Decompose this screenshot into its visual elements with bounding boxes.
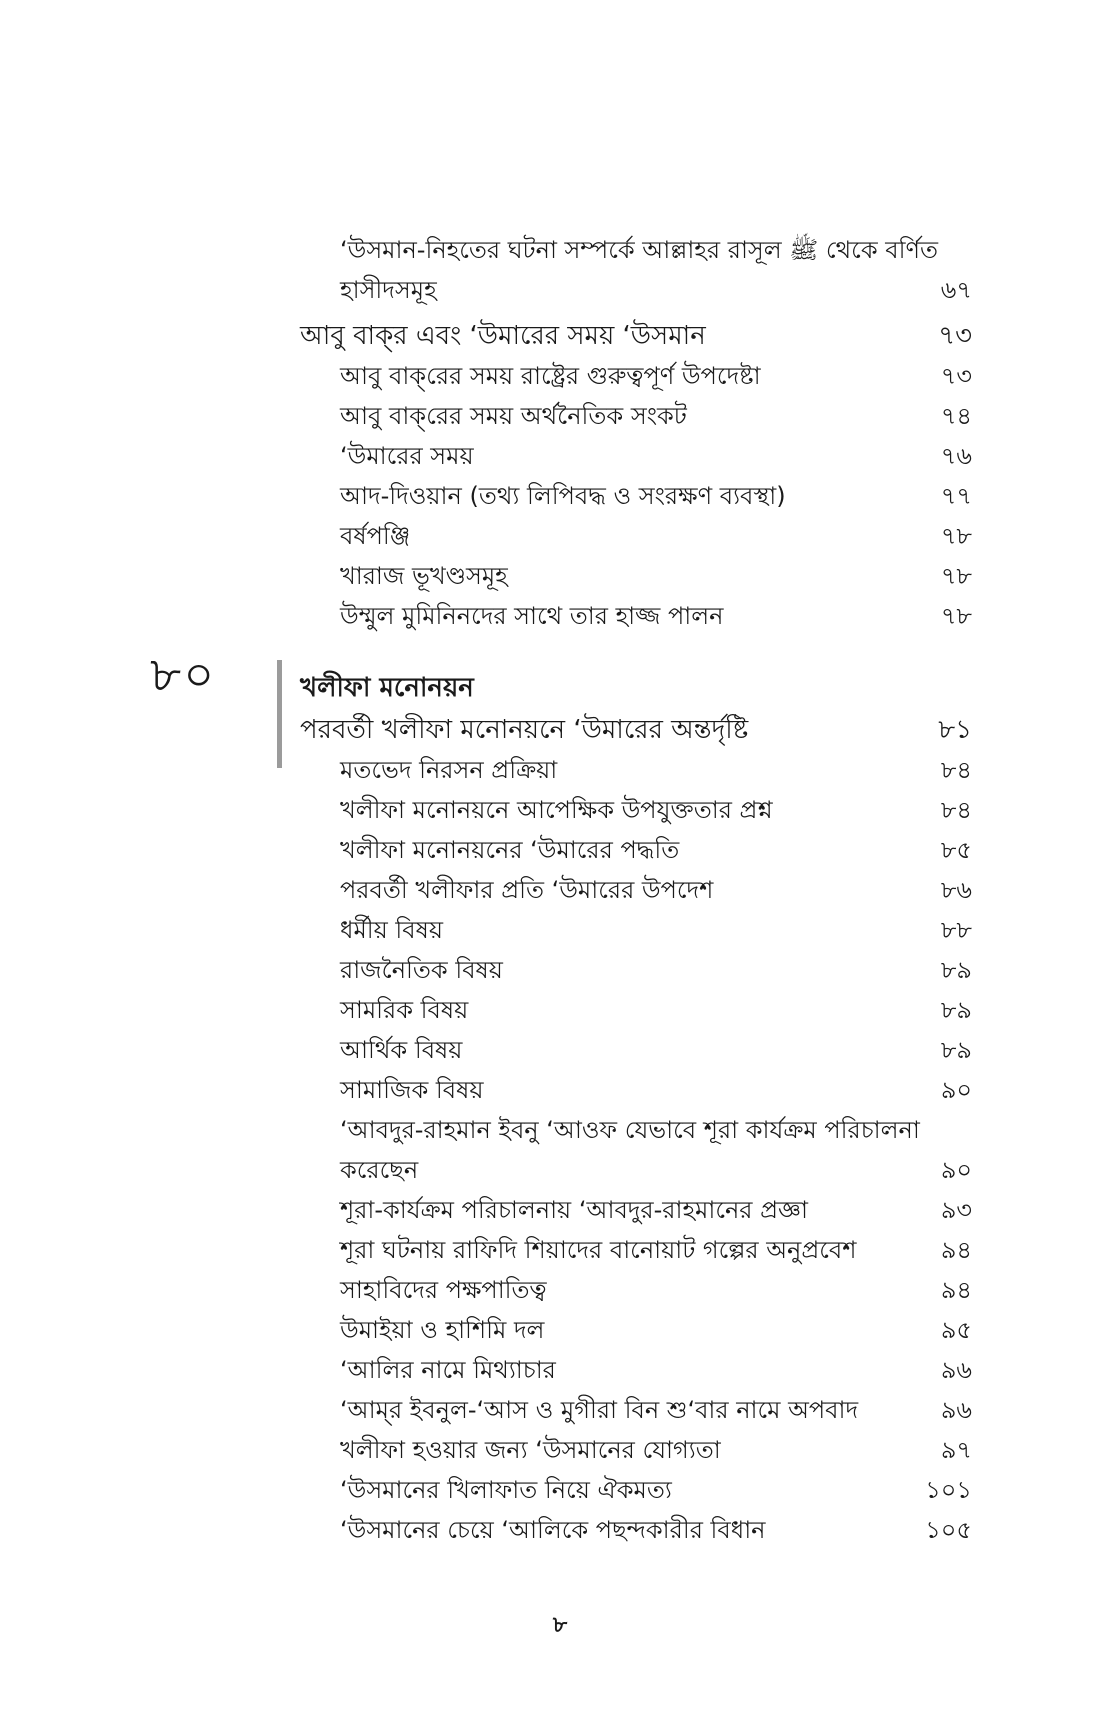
toc-entry-page: ৮৮ <box>940 916 972 944</box>
toc-entry-title: ‘আম্‌র ইবনুল-‘আস ও মুগীরা বিন শু‘বার নামে অপবাদ <box>340 1396 859 1424</box>
toc-entry <box>300 1110 972 1150</box>
toc-entry-title: শূরা-কার্যক্রম পরিচালনায় ‘আবদুর-রাহমানের প্রজ্ঞা <box>340 1196 808 1224</box>
toc-entry-page: ১০৫ <box>925 1516 972 1544</box>
toc-entry-page: ৯৬ <box>940 1396 972 1424</box>
chapter-number: ৮০ <box>150 647 217 703</box>
toc-entry <box>300 910 972 950</box>
toc-entry <box>300 1310 972 1350</box>
toc-entry-title: বর্ষপঞ্জি <box>340 522 411 550</box>
toc-entry-title: সামরিক বিষয় <box>340 996 469 1024</box>
toc-entry-page: ৯০ <box>940 1076 972 1104</box>
toc-entry-title: আবু বাক্‌রের সময় রাষ্ট্রের গুরুত্বপূর্ণ উপদেষ্টা <box>340 362 761 390</box>
toc-entry-page: ৯৪ <box>940 1236 972 1264</box>
toc-entry <box>300 1470 972 1510</box>
toc-entry-title: ‘উসমানের খিলাফাত নিয়ে ঐকমত্য <box>340 1476 672 1504</box>
toc-entry <box>300 1510 972 1550</box>
toc-entry-page: ৮৪ <box>940 796 972 824</box>
toc-entry-title: পরবর্তী খলীফার প্রতি ‘উমারের উপদেশ <box>340 876 714 904</box>
toc-entry-title: আবু বাক্‌র এবং ‘উমারের সময় ‘উসমান <box>300 321 706 351</box>
toc-entry-page: ৮১ <box>938 715 972 745</box>
toc-entry <box>300 870 972 910</box>
toc-entry <box>300 516 972 556</box>
toc-entry-title: আবু বাক্‌রের সময় অর্থনৈতিক সংকট <box>340 402 687 430</box>
toc-entry <box>300 950 972 990</box>
toc-entry <box>300 270 972 310</box>
toc-entry-page: ৬৭ <box>940 276 972 304</box>
toc-entry <box>300 710 972 750</box>
toc-entry <box>300 1150 972 1190</box>
toc-entry <box>300 396 972 436</box>
toc-entry-page: ৭৭ <box>940 482 972 510</box>
toc-entry <box>300 990 972 1030</box>
toc-entry <box>300 1070 972 1110</box>
toc-entry-page: ৭৬ <box>940 442 972 470</box>
toc-entry-title: ‘উসমান-নিহতের ঘটনা সম্পর্কে আল্লাহর রাসূল ﷺ থেকে বর্ণিত <box>340 236 938 264</box>
toc-entry <box>300 1270 972 1310</box>
toc-entry-title: পরবর্তী খলীফা মনোনয়নে ‘উমারের অন্তর্দৃষ্টি <box>300 715 749 745</box>
toc-entry-page: ৭৩ <box>938 321 972 351</box>
toc-entry <box>300 356 972 396</box>
toc-entry <box>300 750 972 790</box>
toc-entry-title: ‘উমারের সময় <box>340 442 474 470</box>
toc-entry-title: উম্মুল মুমিনিনদের সাথে তার হাজ্জ পালন <box>340 602 724 630</box>
toc-entry <box>300 830 972 870</box>
toc-entry-page: ৯৪ <box>940 1276 972 1304</box>
toc-entry-page: ৮৯ <box>940 1036 972 1064</box>
toc-entry <box>300 230 972 270</box>
toc-entry-page: ৮৯ <box>940 956 972 984</box>
toc-entry <box>300 790 972 830</box>
toc-entry-page: ৮৫ <box>940 836 972 864</box>
toc-section-after <box>300 710 972 1550</box>
toc-entry-page: ৮৯ <box>940 996 972 1024</box>
toc-entry <box>300 1430 972 1470</box>
toc-entry <box>300 1390 972 1430</box>
toc-entry-page: ৯৩ <box>940 1196 972 1224</box>
toc-entry-title: আর্থিক বিষয় <box>340 1036 463 1064</box>
toc-entry <box>300 556 972 596</box>
toc-entry <box>300 1350 972 1390</box>
toc-entry-title: ‘উসমানের চেয়ে ‘আলিকে পছন্দকারীর বিধান <box>340 1516 766 1544</box>
toc-entry <box>300 1030 972 1070</box>
toc-entry-title: খলীফা হওয়ার জন্য ‘উসমানের যোগ্যতা <box>340 1436 721 1464</box>
toc-entry-title: সাহাবিদের পক্ষপাতিত্ব <box>340 1276 547 1304</box>
toc-entry-page: ৯৭ <box>940 1436 972 1464</box>
toc-entry-page: ৮৬ <box>940 876 972 904</box>
toc-entry-page: ৭৮ <box>940 562 972 590</box>
toc-entry-title: ‘আবদুর-রাহমান ইবনু ‘আওফ যেভাবে শূরা কার্যক্রম পরিচালনা <box>340 1116 920 1144</box>
toc-entry-title: সামাজিক বিষয় <box>340 1076 484 1104</box>
toc-entry-page: ৭৩ <box>940 362 972 390</box>
toc-entry-title: খলীফা মনোনয়নের ‘উমারের পদ্ধতি <box>340 836 680 864</box>
toc-entry-title: ‘আলির নামে মিথ্যাচার <box>340 1356 556 1384</box>
toc-entry-page: ৯৫ <box>940 1316 972 1344</box>
toc-entry-page: ৮৪ <box>940 756 972 784</box>
toc-entry-title: রাজনৈতিক বিষয় <box>340 956 503 984</box>
toc-entry-page: ৯৬ <box>940 1356 972 1384</box>
toc-entry-title: শূরা ঘটনায় রাফিদি শিয়াদের বানোয়াট গল্পের অনুপ্রবেশ <box>340 1236 857 1264</box>
toc-entry-page: ৭৮ <box>940 602 972 630</box>
toc-section-before <box>300 230 972 636</box>
toc-entry <box>300 1190 972 1230</box>
page-number: ৮ <box>552 1613 568 1638</box>
table-of-contents <box>300 230 972 1550</box>
toc-entry <box>300 1230 972 1270</box>
toc-entry-title: খলীফা মনোনয়নে আপেক্ষিক উপযুক্ততার প্রশ্ন <box>340 796 773 824</box>
toc-entry-title: উমাইয়া ও হাশিমি দল <box>340 1316 545 1344</box>
toc-entry-page: ১০১ <box>925 1476 972 1504</box>
toc-entry-page: ৭৪ <box>940 402 972 430</box>
chapter-divider-bar <box>277 660 282 768</box>
chapter-heading: খলীফা মনোনয়ন <box>300 673 474 703</box>
toc-entry-title: ধর্মীয় বিষয় <box>340 916 444 944</box>
toc-entry-page: ৯০ <box>940 1156 972 1184</box>
toc-entry-title: করেছেন <box>340 1156 419 1184</box>
toc-entry <box>300 476 972 516</box>
toc-entry-title: খারাজ ভূখণ্ডসমূহ <box>340 562 508 590</box>
toc-entry <box>300 436 972 476</box>
toc-entry-title: মতভেদ নিরসন প্রক্রিয়া <box>340 756 558 784</box>
toc-entry <box>300 316 972 356</box>
toc-entry-title: আদ-দিওয়ান (তথ্য লিপিবদ্ধ ও সংরক্ষণ ব্যবস্থা) <box>340 482 786 510</box>
toc-entry-title: হাসীদসমূহ <box>340 276 437 304</box>
toc-entry <box>300 596 972 636</box>
toc-entry-page: ৭৮ <box>940 522 972 550</box>
